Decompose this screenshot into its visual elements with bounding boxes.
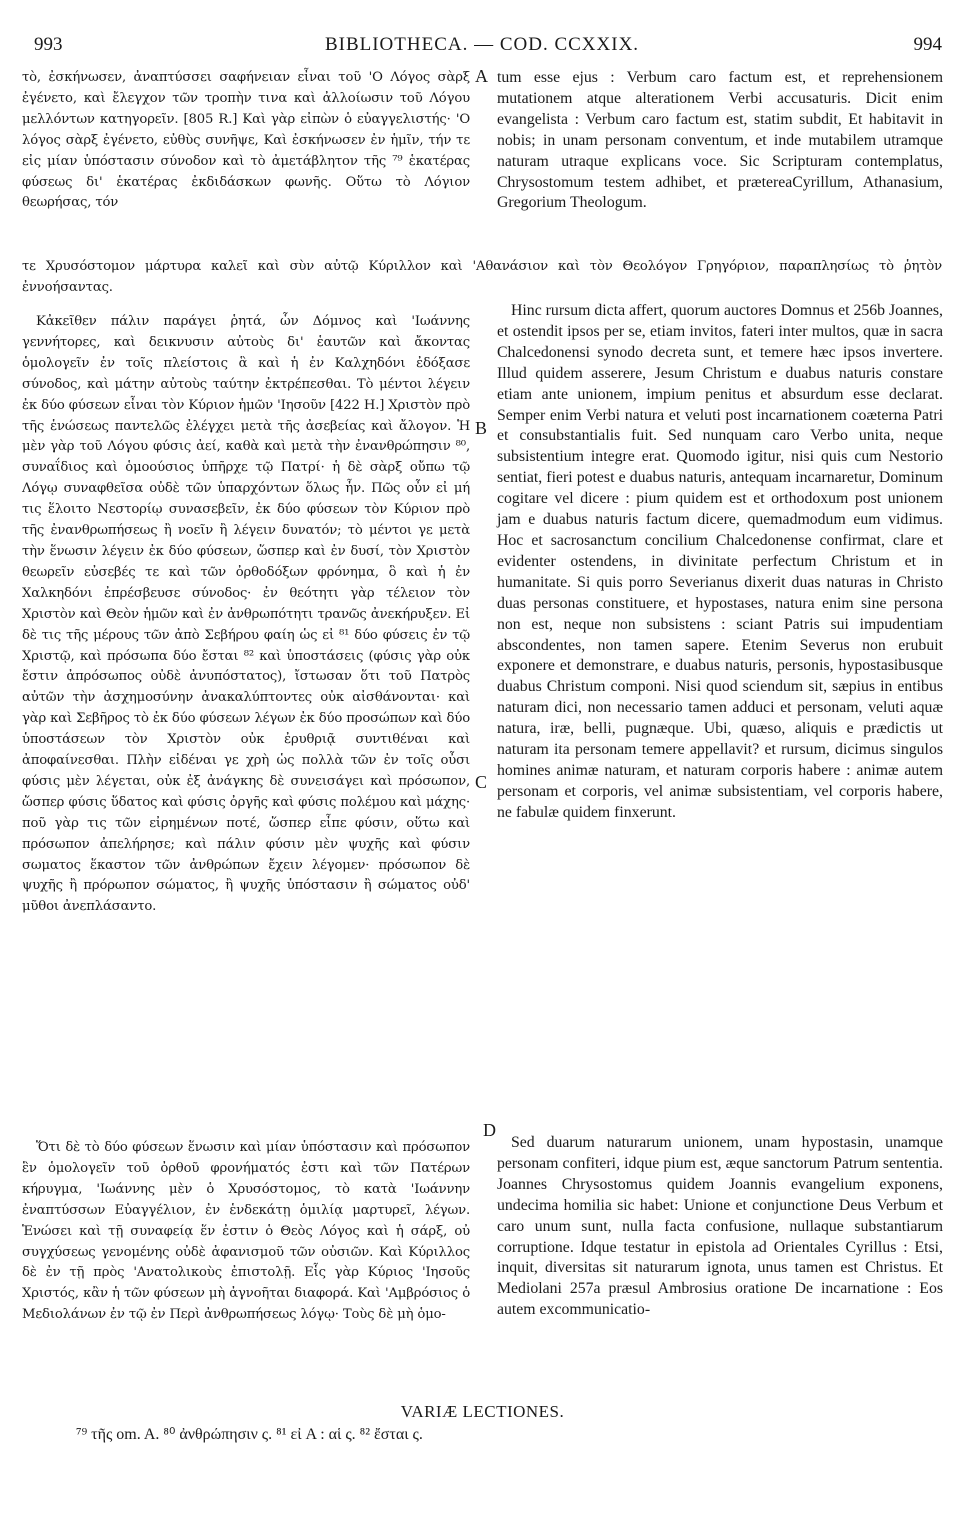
latin-column-bottom: [497, 1133, 943, 1321]
margin-letter-b: B: [475, 418, 488, 438]
margin-letter-a: A: [475, 66, 488, 86]
page-header: [22, 34, 942, 60]
greek-paragraph-1-continued: τε Χρυσόστομον μάρτυρα καλεῖ καὶ σὺν αὐτῷ Κύριλλον καὶ 'Αθανάσιον καὶ τὸν Θεολόγον Γρηγόριον, παραπλησίως τὸ ῥητὸν ἐννοήσαντας.: [22, 259, 942, 295]
variant-readings-heading: VARIÆ LECTIONES.: [400, 1402, 565, 1421]
greek-column-middle: [22, 312, 470, 918]
margin-letter-c: C: [475, 772, 488, 792]
greek-column-top: [22, 68, 470, 214]
running-title: BIBLIOTHECA. — COD. CCXXIX.: [324, 34, 640, 55]
variant-readings-line: ⁷⁹ τῆς om. A. ⁸⁰ ἀνθρώπησιν ς. ⁸¹ εἰ A : αἱ ς. ⁸² ἔσται ς.: [76, 1426, 423, 1443]
greek-spanning-line: [22, 257, 942, 299]
latin-column-middle: [497, 301, 943, 824]
greek-column-bottom: [22, 1138, 470, 1326]
greek-paragraph-2: Κἀκεῖθεν πάλιν παράγει ῥητά, ὧν Δόμνος καὶ 'Ιωάννης γεννήτορες, καὶ δεικνυσιν αὐτοὺς δι' ἑαυτῶν καὶ ἄκοντας ὁμολογεῖν ἐν τοῖς πλείστοις ἃ καὶ ἡ ἐν Καλχηδόνι ἐδόξασε σύνοδος, καὶ μάτην αὐτοὺς ταύτην ἐκτρέπεσθαι. Τὸ μέντοι λέγειν ἐκ δύο φύσεων εἶναι τὸν Κύριον ἡμῶν 'Ιησοῦν [422 H.] Χριστὸν πρὸ τῆς ἑνώσεως παντελῶς ἐλέγχει μετὰ τῆς ἀσεβείας καὶ ἄλογον. Ἡ μὲν γὰρ τοῦ Λόγου φύσις ἀεί, καθὰ καὶ μετὰ τὴν ἐνανθρώπησιν ⁸⁰, συναΐδιος καὶ ὁμοούσιος ὑπῆρχε τῷ Πατρί· ἡ δὲ σὰρξ οὔπω τῷ Λόγῳ συναφθεῖσα οὐδὲ τῶν ὑπαρχόντων ὅλως ἦν. Πῶς οὖν εἰ μή τις ἕλοιτο Νεστορίῳ συνασεβεῖν, ἐκ δύο φύσεων τὸν Κύριον πρὸ τῆς ἐνανθρωπήσεως ἢ νοεῖν ἢ λέγειν δυνατόν; τὸ μέντοι γε μετὰ τὴν ἕνωσιν λέγειν ἐκ δύο φύσεων, ὥσπερ καὶ ἐν δυσί, τὸν Χριστὸν θεωρεῖν εὐσεβές τε καὶ τῶν ὀρθοδόξων φρόνημα, ὃ καὶ ἡ ἐν Χαλκηδόνι ἐπρέσβευσε σύνοδος· ἐν θεότητι γὰρ τέλειον τὸν Χριστὸν καὶ Θεὸν ἡμῶν καὶ ἐν ἀνθρωπότητι τρανῶς ἀνεκήρυξεν. Εἰ δὲ τις τῆς μέρους τῶν ἀπὸ Σεβήρου φαίη ὡς εἰ ⁸¹ δύο φύσεις ἐν τῷ Χριστῷ, καὶ πρόσωπα δύο ἔσται ⁸² καὶ ὑποστάσεις (φύσις γὰρ οὐκ ἔστιν ἀπρόσωπος οὐδὲ ἀνυπόστατος), ἴστωσαν ὅτι τοῦ Πατρὸς αὐτῶν τὴν ἀσχημοσύνην ἀνακαλύπτοντες οὐκ αἰσθάνονται· καὶ γὰρ καὶ Σεβῆρος τὸ ἐκ δύο φύσεων λέγων ἐκ δύο προσώπων καὶ δύο ὑποστάσεων τὸν Χριστὸν οὐκ ἐρυθριᾷ συντιθέναι καὶ ἀποφαίνεσθαι. Πλὴν εἰδέναι γε χρὴ ὡς πολλὰ τῶν ἐν τοῖς οὖσι φύσις μὲν λέγεται, οὐκ ἐξ ἀνάγκης δὲ συνεισάγει καὶ πρόσωπον, ὥσπερ φύσις ὕδατος καὶ φύσις ὀργῆς καὶ φύσις πολέμου καὶ μάχης· ποῦ γὰρ τις τῶν εἰρημένων ποτέ, ὥσπερ εἶπε φύσιν, οὕτω καὶ πρόσωπον ἀπελήρησε; καὶ πάλιν φύσιν μὲν ψυχῆς καὶ φύσιν σωματος ἕκαστον τῶν ἀνθρώπων ἔχειν λέγομεν· πρόσωπον δὲ ψυχῆς ἢ πρόρωπον σώματος, ἢ ψυχῆς ὑπόστασιν ἢ σώματος οὐδ' μῦθοι ἀνεπλάσαντο.: [22, 314, 470, 915]
page-number-left: 993: [34, 34, 63, 55]
margin-letter-d: D: [483, 1120, 496, 1140]
page-number-right: 994: [913, 34, 942, 55]
latin-paragraph-3: Sed duarum naturarum unionem, unam hypostasin, unamque personam confiteri, idque pium est, æque sanctorum Patrum sententia. Joannes Chrysostomus quidem Joannis evangelium exponens, undecima homilia sic habet: Unione et conjunctione Deus Verbum et caro unum sunt, nulla facta confusione, nullaque substantiarum corruptione. Idque testatur in epistola ad Orientales Cyrillus : Etsi, inquit, diversitas sit naturarum ignota, unus tamen est Christus. Et Mediolani 257a præsul Ambrosius oratione De incarnatione : Eos autem excommunicatio-: [497, 1134, 943, 1319]
greek-paragraph-3: Ὅτι δὲ τὸ δύο φύσεων ἕνωσιν καὶ μίαν ὑπόστασιν καὶ πρόσωπον ἓν ὁμολογεῖν τοῦ ὀρθοῦ φρονήματός ἐστι καὶ τῶν Πατέρων κήρυγμα, 'Ιωάννης μὲν ὁ Χρυσόστομος, τὸ κατὰ 'Ιωάννην ἐναπτύσσων Εὐαγγέλιον, ἐν ἑνδεκάτῃ ὁμιλίᾳ μαρτυρεῖ, λέγων. Ἑνώσει καὶ τῇ συναφείᾳ ἕν ἐστιν ὁ Θεὸς Λόγος καὶ ἡ σάρξ, οὐ συγχύσεως γενομένης οὐδὲ ἀφανισμοῦ τῶν οὐσιῶν. Καὶ Κύριλλος δὲ ἐν τῇ πρὸς 'Ανατολικοὺς ἐπιστολῇ. Εἷς γὰρ Κύριος 'Ιησοῦς Χριστός, κἂν ἡ τῶν φύσεων μὴ ἀγνοῆται διαφορά. Καὶ 'Αμβρόσιος ὁ Μεδιολάνων ἐν τῷ ἐν Περὶ ἀνθρωπήσεως λόγῳ· Τοὺς δὲ μὴ ὁμο-: [22, 1140, 470, 1323]
greek-paragraph-1: τὸ, ἐσκήνωσεν, ἀναπτύσσει σαφήνειαν εἶναι τοῦ 'Ο Λόγος σὰρξ ἐγένετο, καὶ ἔλεγχον τῶν τροπὴν τινα καὶ ἀλλοίωσιν τοῦ Λόγου μελλόντων κατηγορεῖν. [805 R.] Καὶ γὰρ εἰπὼν ὁ εὐαγγελιστής· 'Ο λόγος σὰρξ ἐγένετο, εὐθὺς συνῆψε, Καὶ ἐσκήνωσεν ἐν ἡμῖν, τήν τε εἰς μίαν ὑπόστασιν σύνοδον καὶ τὸ ἀμετάβλητον τῆς ⁷⁹ ἑκατέρας φύσεως δι' ἑκατέρας ἐκδιδάσκων φωνῆς. Οὕτω τὸ Λόγιον θεωρήσας, τόν: [22, 70, 470, 211]
latin-paragraph-2: Hinc rursum dicta affert, quorum auctores Domnus et 256b Joannes, et ostendit ipsos per se, etiam invitos, fateri inter multos, quæ in sacra Chalcedonensi synodo decreta sunt, et temere hæc ipsos invertere. Illud quidem asserere, Jesum Christum e duabus naturis constare etiam ante unionem, impium penitus et absurdum esse declarat. Semper enim Verbi natura et veluti post incarnationem coæterna Patri et consubstantialis fuit. Sed nunquam caro Verbo unita, neque subsistentium integre erat. Quomodo igitur, nisi quis cum Nestorio sentiat, fieri potest e duabus naturis, antequam incarnaretur, Dominum cogitare vel dicere : pium quidem est et orthodoxum post unionem jam e duabus naturis factum dicere, quemadmodum eum vidimus. Hoc et sacrosanctum concilium Chalcedonense confirmat, clare et evidenter ostendens, in divinitate perfectum Christum et in humanitate. Si quis porro Severianus dixerit duas naturas in Christo duas personas constituere, et hypostases, natura enim sine persona non est, neque non subsistens : sciant Patris sui impudentiam abscondentes, non tamen sapere. Etenim Severus non erubuit exponere et demonstrare, e duabus naturis, personis, hypostasibusque duabus Christum componi. Nisi quod sciendum sit, sæpius in entibus naturam dici, non necessario tamen adduci et personam, veluti aquæ natura, iræ, belli, pugnæque. Ubi, quæso, aliquis e prædictis ut naturam ita personam temere appellavit? et rursum, dicimus singulos homines animæ naturam, et naturam corporis habere : animæ autem personam et corporis, vel animæ subsistentiam, vel corporis habere, ne fabulæ quidem finxerunt.: [497, 302, 943, 821]
latin-column-top: [497, 68, 943, 214]
latin-paragraph-1: tum esse ejus : Verbum caro factum est, et reprehensionem mutationem atque alterationem Verbi accusaturis. Dicit enim evangelista : Verbum caro factum est, statim subdit, Et habitavit in nobis; in unam personam conventum, et inde mutabilem utramque naturam utraque explicans voce. Sic Scripturam contemplatus, Chrysostomum testem adhibet, et prætereaCyrillum, Athanasium, Gregorium Theologum.: [497, 69, 943, 212]
